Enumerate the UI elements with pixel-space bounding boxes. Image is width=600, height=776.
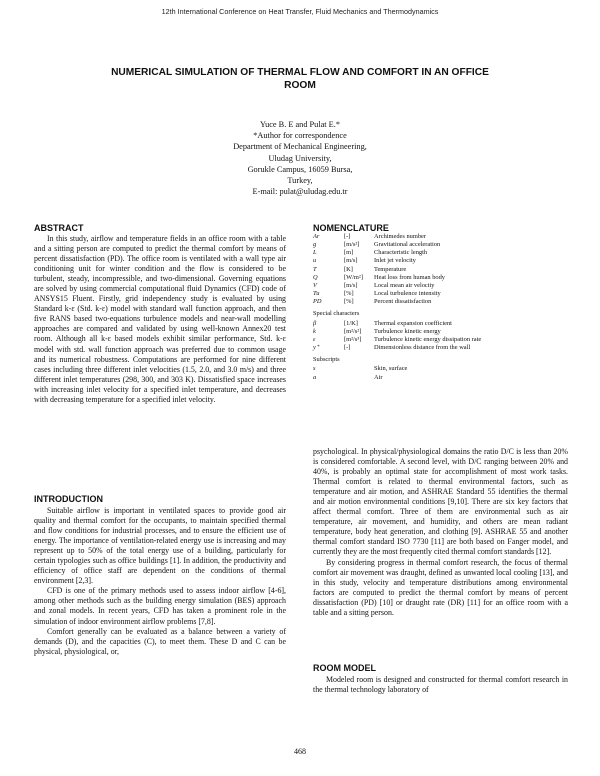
right-column-body — [313, 447, 568, 618]
nomenclature-description: Percent dissatisfaction — [374, 298, 432, 306]
nomenclature-unit: [1/K] — [344, 319, 358, 327]
nomenclature-row — [313, 336, 568, 344]
nomenclature-symbol: V — [313, 281, 317, 289]
nomenclature-symbol: k — [313, 327, 316, 335]
nomenclature-symbol: s — [313, 365, 316, 373]
introduction-body — [34, 506, 286, 657]
nomenclature-unit: [W/m²] — [344, 273, 363, 281]
abstract-body — [34, 234, 286, 405]
introduction-heading: INTRODUCTION — [34, 494, 103, 504]
nomenclature-row — [313, 365, 568, 373]
body-paragraph-2: By considering progress in thermal comfort research, the focus of thermal comfort air movement was draught, defined as unwanted local cooling [13], and in this study, velocity and temperature distributions among environmental factors are computed to predict the thermal comfort by means of percent dissatisfaction (PD) [10] or draught rate (DR) [11] for an office room with a table and a sitting person. — [313, 557, 568, 617]
nomenclature-symbol: y⁺ — [313, 344, 320, 352]
nomenclature-symbol: g — [313, 241, 317, 249]
nomenclature-description: Local mean air velocity — [374, 281, 435, 289]
nomenclature-unit: [m²/s³] — [344, 335, 362, 343]
special-characters-heading: Special characters — [313, 310, 360, 318]
author-country: Turkey, — [287, 176, 313, 186]
introduction-paragraph-3: Comfort generally can be evaluated as a balance between a variety of demands (D), and the capacities (C), to meet them. These D and C can be physical, physiological, or, — [34, 626, 286, 656]
nomenclature-unit: [-] — [344, 344, 351, 352]
author-names: Yuce B. E and Pulat E.* — [260, 120, 340, 129]
nomenclature-row — [313, 233, 568, 241]
room-model-body — [313, 675, 568, 695]
title-line-1: NUMERICAL SIMULATION OF THERMAL FLOW AND COMFORT IN AN OFFICE — [111, 67, 489, 78]
nomenclature-row — [313, 266, 568, 274]
nomenclature-list — [313, 233, 568, 382]
nomenclature-unit — [344, 365, 374, 373]
author-university: Uludag University, — [268, 153, 332, 163]
nomenclature-symbol: ε — [313, 335, 316, 343]
author-department: Department of Mechanical Engineering, — [233, 142, 367, 152]
subscripts-heading: Subscripts — [313, 356, 340, 364]
nomenclature-unit: [m/s] — [344, 281, 358, 289]
nomenclature-symbol: a — [313, 373, 317, 381]
nomenclature-unit: [m/s²] — [344, 241, 360, 249]
nomenclature-symbol: u — [313, 257, 317, 265]
nomenclature-row — [313, 241, 568, 249]
nomenclature-description: Gravitational acceleration — [374, 241, 441, 249]
author-correspondence: *Author for correspondence — [253, 131, 347, 141]
body-paragraph-1: psychological. In physical/physiological domains the ratio D/C is less than 20% is considered comfortable. A second level, with D/C ranging between 20% and 40%, is probably an optimal state for accomplishment of most work tasks. Thermal comfort is related to thermal environmental factors, such as temperature and air motion, and ASHRAE Standard 55 identifies the thermal and air motion environmental conditions [9,10]. There are six key factors that affect thermal comfort. Three of them are environmental such as air temperature, air movement, and humidity, and others are mean radiant temperature, body heat generation, and clothing [9]. ASHRAE 55 and another thermal comfort standard ISO 7730 [11] are both based on Fanger model, and currently they are the most frequently cited thermal comfort standards [12]. — [313, 447, 568, 557]
nomenclature-unit: [m] — [344, 249, 354, 257]
nomenclature-unit — [344, 374, 374, 382]
page-number: 468 — [294, 747, 306, 756]
author-block — [150, 119, 450, 197]
nomenclature-row — [313, 344, 568, 352]
nomenclature-description: Thermal expansion coefficient — [374, 319, 452, 327]
introduction-paragraph-1: Suitable airflow is important in ventilated spaces to provide good air quality and thermal comfort for the occupants, to maintain specified thermal and flow conditions for industrial processes, and to ensure the efficient use of energy. The importance of ventilation-related energy use is increasing and may represent up to 50% of the total energy use of a building, particularly for certain typologies such as office buildings [1]. In addition, the productivity and efficiency of office staff are dependent on the conditions of thermal environment [2,3]. — [34, 506, 286, 586]
nomenclature-symbol: T — [313, 265, 317, 273]
paper-title — [60, 66, 540, 92]
nomenclature-unit: [%] — [344, 290, 354, 298]
nomenclature-row — [313, 374, 568, 382]
nomenclature-symbol: Ar — [313, 233, 320, 240]
nomenclature-row — [313, 298, 568, 306]
nomenclature-unit: [K] — [344, 265, 353, 273]
nomenclature-unit: [%] — [344, 298, 354, 306]
abstract-heading: ABSTRACT — [34, 223, 84, 233]
nomenclature-heading: NOMENCLATURE — [313, 223, 389, 233]
abstract-paragraph: In this study, airflow and temperature fields in an office room with a table and a sitting person are computed to predict the thermal comfort by means of percent dissatisfaction (PD). The office room is ventilated with a wall type air conditioning unit for winter condition and the flow is considered to be turbulent, steady, incompressible, and two-dimensional. Governing equations are solved by using commercial computational fluid Dynamics (CFD) code of ANSYS15 Fluent. Firstly, grid independency study is evaluated by using Standard k-ε (Std. k-ε) model with standard wall function approach, and then five RANS based two-equations turbulence models and near-wall modelling approaches are compared and validated by using well-known Annex20 test room. Although all k-ε based models exhibit similar performance, Std. k-ε model with std. wall function approach was preferred due to common usage and its numerical robustness. Computations are performed for nine different cases including three different inlet velocities (1.5, 2.0, and 3.0 m/s) and three different inlet temperatures (298, 300, and 303 K). Dissatisfied space increases with increasing inlet velocity for a specified inlet temperature, and decreases with decreasing temperature for a specified inlet velocity. — [34, 234, 286, 404]
nomenclature-description: Air — [374, 373, 383, 381]
nomenclature-description: Heat loss from human body — [374, 273, 445, 281]
room-model-paragraph: Modeled room is designed and constructed for thermal comfort research in the thermal technology laboratory of — [313, 675, 568, 695]
nomenclature-symbol: Q — [313, 273, 318, 281]
nomenclature-unit: [-] — [344, 233, 351, 240]
nomenclature-row — [313, 249, 568, 257]
nomenclature-symbol: L — [313, 249, 317, 257]
nomenclature-symbol: PD — [313, 298, 322, 306]
room-model-heading: ROOM MODEL — [313, 663, 376, 673]
nomenclature-description: Temperature — [374, 265, 407, 273]
nomenclature-description: Inlet jet velocity — [374, 257, 416, 265]
nomenclature-row — [313, 257, 568, 265]
nomenclature-symbol: Tu — [313, 290, 320, 298]
nomenclature-description: Turbulence kinetic energy — [374, 327, 441, 335]
nomenclature-description: Archimedes number — [374, 233, 426, 240]
nomenclature-description: Characteristic length — [374, 249, 428, 257]
nomenclature-unit: [m/s] — [344, 257, 358, 265]
nomenclature-unit: [m²/s²] — [344, 327, 362, 335]
author-email: E-mail: pulat@uludag.edu.tr — [252, 187, 348, 197]
introduction-paragraph-2: CFD is one of the primary methods used to assess indoor airflow [4-6], among other methods such as the building energy simulation (BES) approach and zonal models. In recent years, CFD has taken a prominent role in the simulation of indoor environment airflow problems [7,8]. — [34, 586, 286, 626]
nomenclature-description: Skin, surface — [374, 365, 408, 373]
nomenclature-description: Local turbulence intensity — [374, 290, 441, 298]
title-line-2: ROOM — [284, 80, 316, 91]
conference-header: 12th International Conference on Heat Transfer, Fluid Mechanics and Thermodynamics — [161, 7, 439, 16]
nomenclature-row — [313, 320, 568, 328]
nomenclature-row — [313, 282, 568, 290]
nomenclature-description: Dimensionless distance from the wall — [374, 344, 471, 352]
nomenclature-row — [313, 290, 568, 298]
author-campus: Gorukle Campus, 16059 Bursa, — [247, 164, 353, 174]
nomenclature-row — [313, 274, 568, 282]
nomenclature-symbol: β — [313, 319, 317, 327]
nomenclature-row — [313, 328, 568, 336]
nomenclature-description: Turbulence kinetic energy dissipation rate — [374, 335, 482, 343]
